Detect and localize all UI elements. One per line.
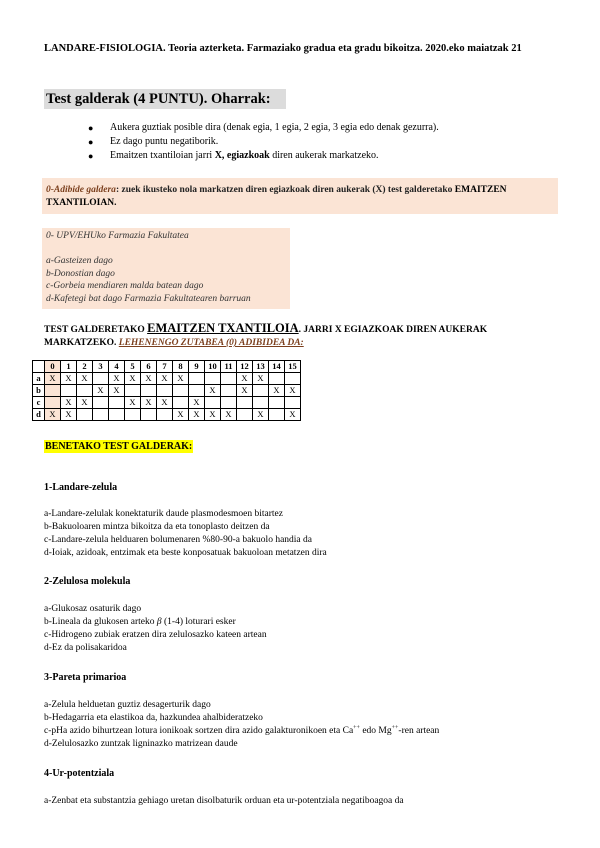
note-text: Emaitzen txantiloian jarri X, egiazkoak diren aukerak markatzeko. [110,150,379,161]
grid-header-row [33,361,301,373]
question-option: a-Glukosaz osaturik dago [44,604,142,614]
grid-cell[interactable] [269,373,285,385]
question-title: 3-Pareta primarioa [44,672,127,683]
example-text: : zuek ikusteko nola markatzen diren egiazkoak diren aukerak (X) test galderetako [115,185,455,195]
grid-cell[interactable]: X [125,373,141,385]
list-item [88,135,558,149]
grid-column-header: 12 [237,361,253,373]
question-option: a-Zelula helduetan guztiz desagerturik dago [44,700,211,710]
grid-cell[interactable] [237,397,253,409]
grid-cell[interactable] [141,385,157,397]
grid-cell[interactable]: X [61,409,77,421]
grid-cell[interactable]: X [77,373,93,385]
grid-cell[interactable]: X [157,373,173,385]
question-option: b-Hedagarria eta elastikoa da, hazkundea ahalbideratzeko [44,713,263,723]
question-option: a-Zenbat eta substantzia gehiago uretan disolbaturik orduan eta ur-potentziala negatiboagoa da [44,796,404,806]
instructions-highlight: EMAITZEN TXANTILOIA [147,321,299,335]
answer-grid [32,360,301,421]
grid-cell[interactable] [253,397,269,409]
grid-cell[interactable]: X [221,409,237,421]
grid-cell[interactable] [93,397,109,409]
grid-cell[interactable] [109,409,125,421]
grid-column-header: 6 [141,361,157,373]
grid-cell[interactable] [221,385,237,397]
example-option: b-Donostian dago [46,268,115,279]
grid-cell[interactable] [221,373,237,385]
grid-cell[interactable] [253,385,269,397]
note-emphasis: X, egiazkoak [214,150,270,161]
grid-row [33,397,301,409]
list-item [88,121,558,135]
example-option: c-Gorbeia mendiaren malda batean dago [46,281,204,291]
notes-list [88,121,558,163]
grid-row [33,385,301,397]
grid-cell[interactable] [61,385,77,397]
grid-cell[interactable] [285,373,301,385]
grid-cell[interactable]: X [253,409,269,421]
example-option: d-Kafetegi bat dago Farmazia Fakultatearen barruan [46,293,251,304]
question-option: d-Ioiak, azidoak, entzimak eta beste konposatuak bakuoloan metatzen dira [44,548,327,558]
grid-cell[interactable]: X [237,385,253,397]
question-option: b-Lineala da glukosen arteko β (1-4) loturari esker [44,617,236,627]
section-title: Test galderak (4 PUNTU). Oharrak: [44,89,286,109]
grid-cell[interactable]: X [269,385,285,397]
grid-column-header: 10 [205,361,221,373]
grid-column-header: 7 [157,361,173,373]
grid-row-label: a [33,373,45,385]
grid-column-header: 15 [285,361,301,373]
real-questions-title: BENETAKO TEST GALDERAK: [45,441,193,452]
grid-cell[interactable]: X [285,385,301,397]
grid-column-header: 5 [125,361,141,373]
grid-cell[interactable]: X [253,373,269,385]
grid-cell[interactable] [269,409,285,421]
grid-cell[interactable] [173,397,189,409]
grid-cell[interactable] [205,373,221,385]
grid-cell[interactable]: X [61,397,77,409]
example-option: a-Gasteizen dago [46,256,113,266]
grid-cell[interactable] [109,397,125,409]
grid-cell[interactable] [173,385,189,397]
grid-cell[interactable] [285,397,301,409]
grid-column-header: 2 [77,361,93,373]
grid-cell[interactable]: X [141,373,157,385]
grid-cell[interactable] [269,397,285,409]
grid-cell[interactable] [45,385,61,397]
grid-cell[interactable] [77,385,93,397]
grid-cell[interactable] [205,397,221,409]
grid-cell[interactable] [221,397,237,409]
grid-cell[interactable] [157,385,173,397]
grid-cell[interactable] [141,409,157,421]
grid-cell[interactable]: X [285,409,301,421]
grid-cell[interactable] [189,373,205,385]
question-option: c-Landare-zelula helduaren bolumenaren %80-90-a bakuolo handia da [44,535,312,545]
grid-column-header: 3 [93,361,109,373]
grid-cell[interactable] [237,409,253,421]
question-option: a-Landare-zelulak konektaturik daude plasmodesmoen bitartez [44,509,283,519]
grid-cell[interactable]: X [109,385,125,397]
grid-cell[interactable]: X [157,397,173,409]
grid-cell[interactable]: X [205,409,221,421]
grid-cell[interactable]: X [109,373,125,385]
grid-column-header: 1 [61,361,77,373]
grid-column-header: 9 [189,361,205,373]
question-option: b-Bakuoloaren mintza bikoitza da eta tonoplasto deitzen da [44,522,270,532]
grid-cell[interactable]: X [205,385,221,397]
grid-cell[interactable]: X [77,397,93,409]
grid-cell[interactable]: X [189,397,205,409]
grid-row-label: d [33,409,45,421]
question-title: 1-Landare-zelula [44,482,118,493]
grid-cell[interactable] [93,409,109,421]
question-title: 4-Ur-potentziala [44,768,115,779]
question-option: d-Ez da polisakaridoa [44,643,127,653]
example-title: 0-Adibide galdera [46,185,116,195]
grid-cell[interactable]: X [125,397,141,409]
example-question-title: 0- UPV/EHUko Farmazia Fakultatea [46,231,189,241]
bullet-icon: ● [88,137,94,147]
example-emphasis: EMAITZEN TXANTILOIAN. [46,185,507,208]
document-header: LANDARE-FISIOLOGIA. Teoria azterketa. Farmaziako gradua eta gradu bikoitza. 2020.eko maiatzak 21 [44,43,522,54]
question-option: d-Zelulosazko zuntzak ligninazko matrizean daude [44,739,238,749]
beta-symbol: β [156,617,162,627]
note-text: Ez dago puntu negatiborik. [110,136,219,147]
grid-row [33,409,301,421]
list-item [88,149,558,163]
grid-column-header: 14 [269,361,285,373]
grid-cell[interactable]: X [141,397,157,409]
question-option: c-pHa azido bihurtzean lotura ionikoak sortzen dira azido galakturonikoen eta Ca++ edo Mg++-ren artean [44,724,440,736]
grid-cell[interactable]: X [237,373,253,385]
grid-row-label: b [33,385,45,397]
grid-cell[interactable] [125,409,141,421]
grid-cell[interactable]: X [45,373,61,385]
grid-cell[interactable]: X [61,373,77,385]
question-option: c-Hidrogeno zubiak eratzen dira zelulosazko kateen artean [44,630,267,640]
answer-instructions: TEST GALDERETAKO EMAITZEN TXANTILOIA. JARRI X EGIAZKOAK DIREN AUKERAK MARKATZEKO. LEHENENGO ZUTABEA (0) ADIBIDEA DA: [44,321,488,348]
grid-column-header: 8 [173,361,189,373]
grid-cell[interactable] [189,385,205,397]
grid-cell[interactable] [157,409,173,421]
question-title: 2-Zelulosa molekula [44,576,131,587]
grid-cell[interactable]: X [173,409,189,421]
grid-column-header: 0 [45,361,61,373]
grid-cell[interactable] [77,409,93,421]
grid-corner [33,361,45,373]
grid-column-header: 13 [253,361,269,373]
grid-cell[interactable]: X [173,373,189,385]
grid-cell[interactable] [93,373,109,385]
grid-column-header: 4 [109,361,125,373]
bullet-icon: ● [88,123,94,133]
grid-cell[interactable] [45,397,61,409]
instructions-note: LEHENENGO ZUTABEA (0) ADIBIDEA DA: [118,338,304,348]
grid-cell[interactable]: X [93,385,109,397]
grid-cell[interactable] [125,385,141,397]
grid-cell[interactable]: X [45,409,61,421]
grid-cell[interactable]: X [189,409,205,421]
bullet-icon: ● [88,151,94,161]
example-question [42,228,290,309]
grid-column-header: 11 [221,361,237,373]
grid-row [33,373,301,385]
example-note [42,178,558,214]
grid-row-label: c [33,397,45,409]
note-text: Aukera guztiak posible dira (denak egia, 1 egia, 2 egia, 3 egia edo denak gezurra). [110,122,439,133]
